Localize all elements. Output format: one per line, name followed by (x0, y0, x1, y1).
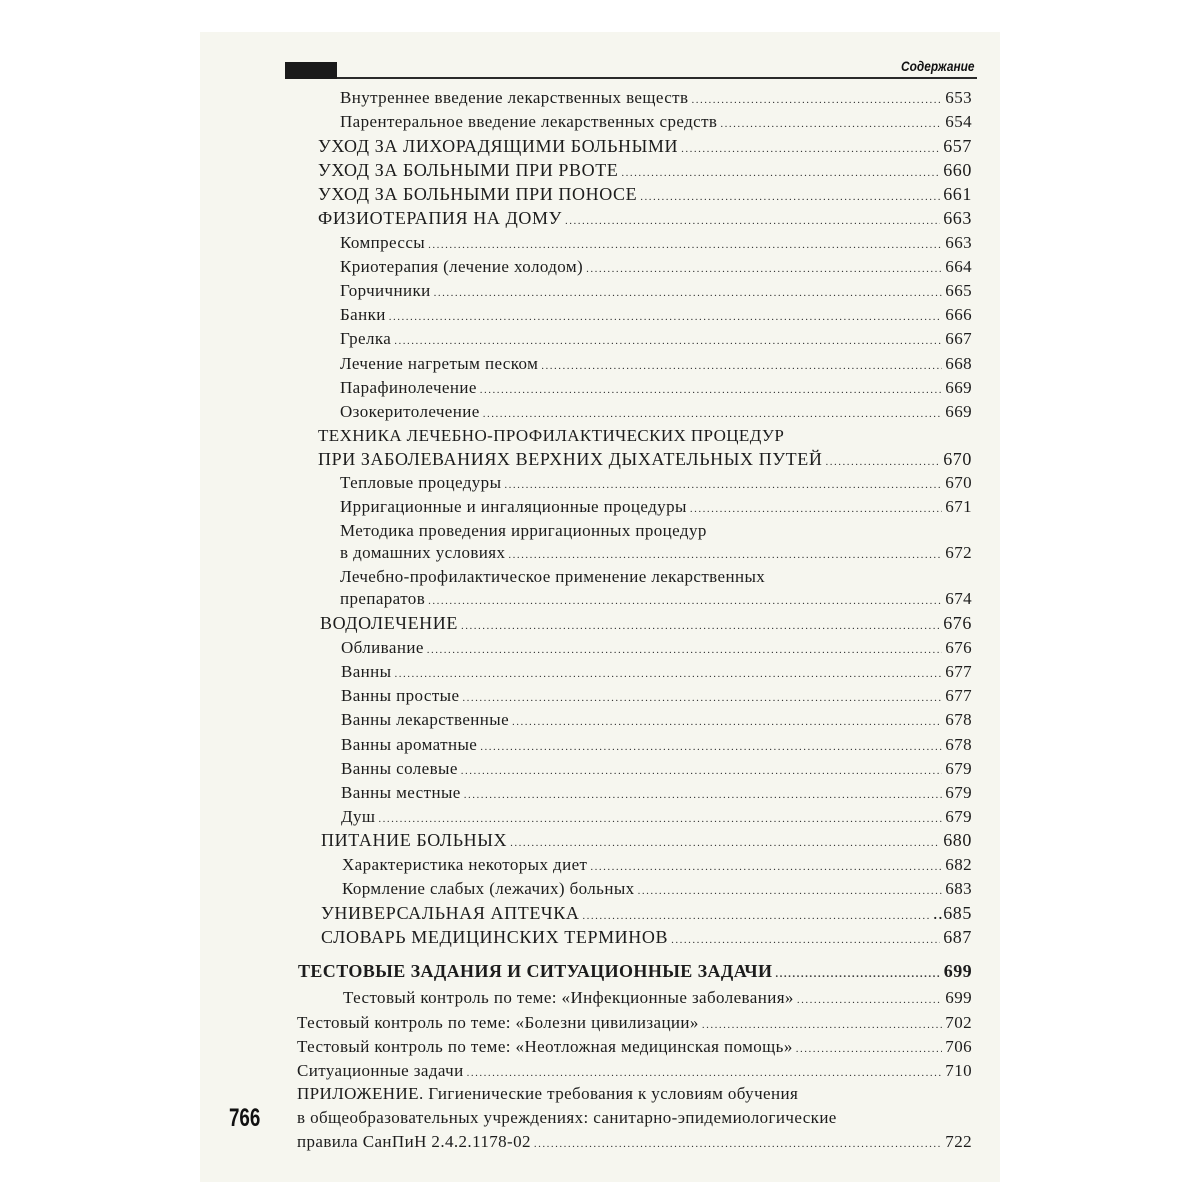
toc-entry-title: УНИВЕРСАЛЬНАЯ АПТЕЧКА (321, 903, 580, 923)
toc-entry (318, 184, 972, 205)
toc-entry (340, 88, 972, 108)
leader-dots (690, 503, 942, 515)
toc-entry-title: Парафинолечение (340, 378, 477, 397)
leader-dots (394, 335, 942, 347)
leader-dots (395, 668, 943, 680)
toc-entry-page: 679 (945, 783, 972, 802)
toc-entry (321, 927, 972, 948)
toc-entry (341, 686, 972, 706)
toc-entry-page: 677 (945, 662, 972, 681)
leader-dots (483, 408, 943, 420)
leader-dots (464, 789, 943, 801)
toc-entry-title: Ванны местные (341, 783, 461, 802)
toc-entry-title: УХОД ЗА БОЛЬНЫМИ ПРИ ПОНОСЕ (318, 184, 638, 204)
leader-dots (621, 167, 940, 179)
toc-entry (340, 281, 972, 301)
toc-entry (297, 1013, 972, 1033)
toc-entry (341, 759, 972, 779)
toc-entry-title: Компрессы (340, 233, 426, 252)
toc-entry-page: 664 (945, 257, 972, 276)
toc-entry (318, 136, 972, 157)
toc-entry (341, 710, 972, 730)
toc-entry-title: УХОД ЗА БОЛЬНЫМИ ПРИ РВОТЕ (318, 160, 619, 180)
leader-dots (590, 861, 942, 873)
toc-entry-page: 676 (943, 613, 972, 633)
leader-dots (461, 620, 940, 632)
leader-dots (671, 934, 940, 946)
toc-entry-page: 682 (945, 855, 972, 874)
leader-dots (534, 1138, 942, 1150)
toc-entry-title-line1: Лечебно-профилактическое применение лекарственных (340, 567, 766, 586)
toc-entry-title: Ванны ароматные (341, 735, 478, 754)
toc-entry (321, 830, 972, 851)
toc-entry-title: Парентеральное введение лекарственных средств (340, 112, 718, 131)
leader-dots (640, 191, 940, 203)
header-title: Содержание (901, 58, 975, 74)
toc-entry-title: Криотерапия (лечение холодом) (340, 257, 584, 276)
leader-dots (691, 94, 942, 106)
leader-dots (720, 118, 942, 130)
leader-dots (796, 1043, 943, 1055)
toc-entry-page: 678 (945, 710, 972, 729)
toc-entry (340, 329, 972, 349)
toc-entry (297, 1132, 972, 1152)
toc-entry-page: 667 (945, 329, 972, 348)
toc-entry (340, 402, 972, 422)
leader-dots (775, 968, 940, 980)
toc-entry (340, 473, 972, 493)
toc-entry-page: 670 (943, 449, 972, 469)
toc-entry-page: 663 (943, 208, 972, 228)
toc-entry-page: 660 (943, 160, 972, 180)
leader-dots (512, 716, 942, 728)
toc-entry-title-line1: ПРИЛОЖЕНИЕ. Гигиенические требования к условиям обучения (297, 1084, 799, 1103)
toc-entry-title: Тестовый контроль по теме: «Инфекционные заболевания» (343, 988, 794, 1007)
leader-dots (480, 741, 942, 753)
toc-entry-title: Ванны (341, 662, 392, 681)
toc-entry (342, 855, 972, 875)
toc-entry-title: препаратов (340, 589, 426, 608)
toc-entry-page: 665 (945, 281, 972, 300)
leader-dots (582, 910, 930, 922)
toc-entry-page: 666 (945, 305, 972, 324)
toc-entry-title: ПИТАНИЕ БОЛЬНЫХ (321, 830, 508, 850)
toc-entry (340, 589, 972, 609)
leader-dots (702, 1019, 942, 1031)
toc-entry (340, 354, 972, 374)
toc-entry-title: Ванны солевые (341, 759, 458, 778)
leader-dots (378, 813, 942, 825)
toc-entry-title: Кормление слабых (лежачих) больных (342, 879, 635, 898)
leader-dots (510, 837, 940, 849)
toc-entry-page: ..685 (933, 903, 972, 923)
toc-entry-page: 661 (943, 184, 972, 204)
toc-entry-page: 699 (943, 961, 972, 981)
leader-dots (504, 479, 942, 491)
toc-entry-page: 678 (945, 735, 972, 754)
toc-entry-title: ФИЗИОТЕРАПИЯ НА ДОМУ (318, 208, 562, 228)
toc-entry-page: 654 (945, 112, 972, 131)
toc-entry-title: Озокеритолечение (340, 402, 480, 421)
toc-entry-title: Ванны лекарственные (341, 710, 510, 729)
toc-entry-title: СЛОВАРЬ МЕДИЦИНСКИХ ТЕРМИНОВ (321, 927, 669, 947)
toc-entry-page: 653 (945, 88, 972, 107)
toc-entry-title: УХОД ЗА ЛИХОРАДЯЩИМИ БОЛЬНЫМИ (318, 136, 679, 156)
page-number: 766 (229, 1104, 261, 1132)
toc-entry-title: Лечение нагретым песком (340, 354, 539, 373)
toc-entry-title: Горчичники (340, 281, 431, 300)
toc-entry (318, 208, 972, 229)
toc-entry-title: Тепловые процедуры (340, 473, 502, 492)
toc-entry-page: 671 (945, 497, 972, 516)
toc-entry-title: Тестовый контроль по теме: «Болезни цивилизации» (297, 1013, 699, 1032)
toc-entry (341, 735, 972, 755)
leader-dots (428, 595, 942, 607)
leader-dots (462, 692, 942, 704)
toc-entry-title-line2: в общеобразовательных учреждениях: санитарно-эпидемиологические (297, 1108, 837, 1127)
leader-dots (825, 456, 940, 468)
toc-entry-page: 679 (945, 759, 972, 778)
toc-entry (340, 112, 972, 132)
toc-entry-page: 683 (945, 879, 972, 898)
toc-section-entry (298, 961, 972, 982)
toc-entry-title: Ситуационные задачи (297, 1061, 464, 1080)
toc-entry-title: Тестовый контроль по теме: «Неотложная медицинская помощь» (297, 1037, 793, 1056)
toc-entry-page: 670 (945, 473, 972, 492)
toc-entry (342, 879, 972, 899)
toc-entry (341, 638, 972, 658)
toc-entry-title-line1: Методика проведения ирригационных процедур (340, 521, 707, 540)
leader-dots (508, 549, 942, 561)
toc-entry-title: Ирригационные и ингаляционные процедуры (340, 497, 687, 516)
toc-entry-title: Грелка (340, 329, 392, 348)
toc-entry-page: 669 (945, 402, 972, 421)
leader-dots (541, 360, 942, 372)
toc-entry-title: Душ (341, 807, 376, 826)
toc-entry-page: 674 (945, 589, 972, 608)
toc-entry-page: 657 (943, 136, 972, 156)
toc-entry-page: 722 (945, 1132, 972, 1151)
leader-dots (434, 287, 943, 299)
leader-dots (681, 143, 940, 155)
leader-dots (797, 994, 942, 1006)
toc-entry-page: 706 (945, 1037, 972, 1056)
toc-entry-title: Банки (340, 305, 386, 324)
toc-entry (341, 783, 972, 803)
toc-entry-page: 710 (945, 1061, 972, 1080)
toc-entry-title: Характеристика некоторых диет (342, 855, 588, 874)
leader-dots (467, 1067, 943, 1079)
toc-entry-title: ТЕСТОВЫЕ ЗАДАНИЯ И СИТУАЦИОННЫЕ ЗАДАЧИ (298, 961, 773, 981)
leader-dots (565, 215, 940, 227)
leader-dots (586, 263, 942, 275)
toc-entry-page: 676 (945, 638, 972, 657)
toc-entry-title: Внутреннее введение лекарственных веществ (340, 88, 689, 107)
toc-entry (340, 305, 972, 325)
leader-dots (389, 311, 943, 323)
leader-dots (480, 384, 943, 396)
toc-entry (321, 903, 972, 924)
toc-entry (341, 662, 972, 682)
toc-entry-page: 687 (943, 927, 972, 947)
toc-entry (318, 449, 972, 470)
toc-entry-title: правила СанПиН 2.4.2.1178-02 (297, 1132, 531, 1151)
toc-entry (318, 160, 972, 181)
toc-entry-title-line1: ТЕХНИКА ЛЕЧЕБНО-ПРОФИЛАКТИЧЕСКИХ ПРОЦЕДУР (318, 426, 785, 445)
leader-dots (638, 885, 943, 897)
toc-entry (341, 807, 972, 827)
toc-entry (297, 1061, 972, 1081)
leader-dots (461, 765, 943, 777)
toc-entry-title: Ванны простые (341, 686, 460, 705)
toc-entry (340, 543, 972, 563)
toc-entry-page: 702 (945, 1013, 972, 1032)
toc-entry (343, 988, 972, 1008)
toc-entry (320, 613, 972, 634)
toc-entry (340, 233, 972, 253)
toc-entry (340, 257, 972, 277)
toc-entry-page: 663 (945, 233, 972, 252)
toc-entry (297, 1037, 972, 1057)
toc-entry (340, 378, 972, 398)
toc-entry-title: в домашних условиях (340, 543, 506, 562)
toc-entry-title: Обливание (341, 638, 424, 657)
toc-entry-page: 680 (943, 830, 972, 850)
leader-dots (428, 239, 942, 251)
toc-entry-page: 669 (945, 378, 972, 397)
leader-dots (427, 644, 943, 656)
toc-entry-page: 699 (945, 988, 972, 1007)
toc-entry-title: ПРИ ЗАБОЛЕВАНИЯХ ВЕРХНИХ ДЫХАТЕЛЬНЫХ ПУТЕЙ (318, 449, 823, 469)
toc-entry-page: 672 (945, 543, 972, 562)
toc-entry (340, 497, 972, 517)
toc-entry-page: 677 (945, 686, 972, 705)
toc-entry-title: ВОДОЛЕЧЕНИЕ (320, 613, 458, 633)
toc-entry-page: 668 (945, 354, 972, 373)
toc-entry-page: 679 (945, 807, 972, 826)
